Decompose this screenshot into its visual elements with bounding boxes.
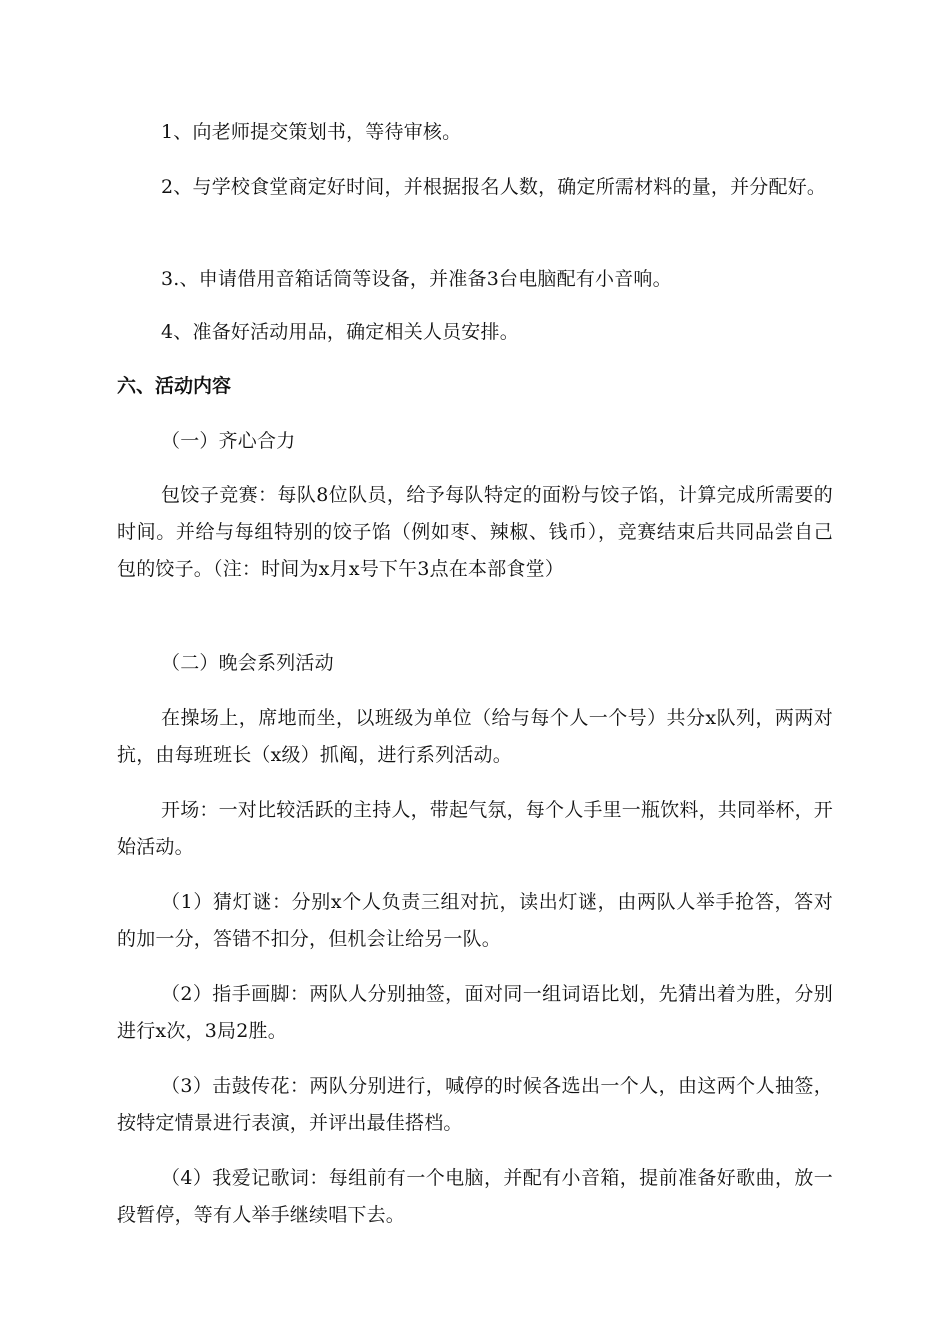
section-heading-activity-content: 六、活动内容: [117, 375, 232, 397]
activity-item-3: （3）击鼓传花：两队分别进行，喊停的时候各选出一个人，由这两个人抽签，按特定情景进行表演，并评出最佳搭档。: [117, 1075, 833, 1134]
subheading-part-1: （一）齐心合力: [161, 430, 296, 452]
prep-step-3: 3.、申请借用音箱话筒等设备，并准备3台电脑配有小音响。: [161, 268, 672, 290]
activity-item-4: （4）我爱记歌词：每组前有一个电脑，并配有小音箱，提前准备好歌曲，放一段暂停，等有人举手继续唱下去。: [117, 1167, 833, 1226]
prep-step-4: 4、准备好活动用品，确定相关人员安排。: [161, 321, 519, 343]
opening-paragraph: 开场：一对比较活跃的主持人，带起气氛，每个人手里一瓶饮料，共同举杯，开始活动。: [117, 799, 834, 858]
prep-step-1: 1、向老师提交策划书，等待审核。: [161, 121, 462, 143]
prep-step-2: 2、与学校食堂商定好时间，并根据报名人数，确定所需材料的量，并分配好。: [161, 176, 827, 198]
part-1-paragraph: 包饺子竞赛：每队8位队员，给予每队特定的面粉与饺子馅，计算完成所需要的时间。并给与每组特别的饺子馅（例如枣、辣椒、钱币），竞赛结束后共同品尝自己包的饺子。（注：时间为x月x号下午3点在本部食堂）: [117, 484, 833, 580]
subheading-part-2: （二）晚会系列活动: [161, 652, 334, 674]
activity-item-1: （1）猜灯谜：分别x个人负责三组对抗，读出灯谜，由两队人举手抢答，答对的加一分，答错不扣分，但机会让给另一队。: [117, 891, 833, 950]
part-2-intro-paragraph: 在操场上，席地而坐，以班级为单位（给与每个人一个号）共分x队列，两两对抗，由每班班长（x级）抓阄，进行系列活动。: [117, 707, 833, 766]
activity-item-2: （2）指手画脚：两队人分别抽签，面对同一组词语比划，先猜出着为胜，分别进行x次，3局2胜。: [117, 983, 833, 1042]
